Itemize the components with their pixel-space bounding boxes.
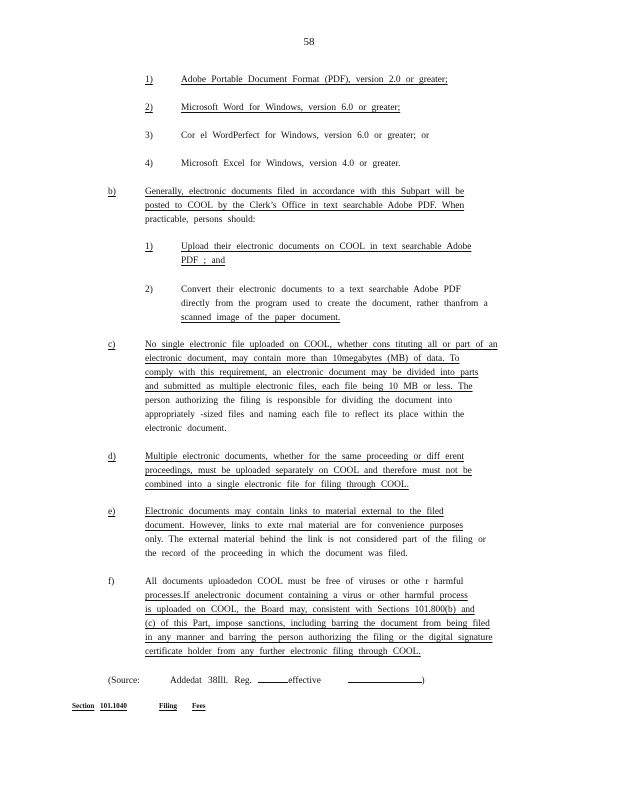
paragraph-line: only. The external material behind the link is not considered part of the filing or (145, 535, 486, 545)
paragraph-line: document. However, links to exte rnal material are for convenience purposes (145, 521, 464, 531)
paragraph-line: Upload their electronic documents on COOL in text searchable Adobe (181, 242, 472, 252)
list-label: 1) (145, 242, 153, 252)
section-title: Fees (192, 702, 206, 710)
paragraph-line: electronic document. (145, 424, 227, 434)
section-title: Filing (159, 702, 177, 710)
paragraph-line: PDF ; and (181, 256, 226, 266)
paragraph-line: electronic document, may contain more than 10megabytes (MB) of data. To (145, 354, 460, 364)
paragraph-line: is uploaded on COOL, the Board may, consistent with Sections 101.800(b) and (145, 605, 475, 615)
list-item: Adobe Portable Document Format (PDF), version 2.0 or greater; (181, 75, 448, 85)
paragraph-line: posted to COOL by the Clerk’s Office in text searchable Adobe PDF. When (145, 201, 465, 211)
list-label: 4) (145, 159, 153, 169)
paragraph-line: All documents uploadedon COOL must be free of viruses or othe r harmful (145, 577, 464, 587)
source-added: Addedat 38Ill. Reg. (169, 676, 252, 686)
source-note (108, 672, 425, 688)
paragraph-line: directly from the program used to create the document, rather thanfrom a (181, 299, 488, 309)
paragraph-line: practicable, persons should: (145, 215, 256, 225)
paragraph-line: Generally, electronic documents filed in accordance with this Subpart will be (145, 187, 465, 197)
source-close: ) (421, 676, 425, 686)
paragraph-line: in any manner and barring the person authorizing the filing or the digital signature (145, 633, 493, 643)
list-item: Microsoft Excel for Windows, version 4.0 or greater. (181, 159, 401, 169)
paragraph-line: certificate holder from any further electronic filing through COOL. (145, 647, 421, 657)
list-item: Microsoft Word for Windows, version 6.0 or greater; (181, 103, 401, 113)
blank-line (258, 672, 288, 683)
paragraph-line: scanned image of the paper document. (181, 313, 341, 323)
source-effective: effective (288, 676, 321, 686)
list-label: 2) (145, 103, 153, 113)
section-word: Section (72, 702, 95, 710)
paragraph-line: combined into a single electronic file for filing through COOL. (145, 480, 409, 490)
list-item: Cor el WordPerfect for Windows, version 6.0 or greater; or (181, 131, 430, 141)
list-label: 3) (145, 131, 153, 141)
section-number: 101.1040 (100, 702, 127, 710)
paragraph-label: d) (108, 452, 116, 462)
paragraph-line: (c) of this Part, impose sanctions, including barring the document from being filed (145, 619, 490, 629)
paragraph-line: Convert their electronic documents to a text searchable Adobe PDF (181, 285, 461, 295)
paragraph-line: person authorizing the filing is responsible for dividing the document into (145, 396, 453, 406)
list-label: 1) (145, 75, 153, 85)
blank-line (348, 672, 422, 683)
list-label: 2) (145, 285, 153, 295)
paragraph-label: c) (108, 340, 116, 350)
paragraph-line: proceedings, must be uploaded separately on COOL and therefore must not be (145, 466, 472, 476)
paragraph-line: processes.If anelectronic document containing a virus or other harmful process (145, 591, 468, 601)
paragraph-label: e) (108, 507, 116, 517)
source-prefix: (Source: (108, 676, 140, 686)
paragraph-line: the record of the proceeding in which the document was filed. (145, 549, 408, 559)
paragraph-line: Electronic documents may contain links to material external to the filed (145, 507, 444, 517)
page-number: 58 (303, 36, 315, 48)
paragraph-label: b) (108, 187, 116, 197)
paragraph-line: Multiple electronic documents, whether for the same proceeding or diff erent (145, 452, 465, 462)
paragraph-line: comply with this requirement, an electronic document may be divided into parts (145, 368, 479, 378)
paragraph-line: and submitted as multiple electronic files, each file being 10 MB or less. The (145, 382, 473, 392)
paragraph-label: f) (108, 577, 115, 587)
paragraph-line: No single electronic file uploaded on COOL, whether cons tituting all or part of an (145, 340, 498, 350)
paragraph-line: appropriately -sized files and naming each file to reflect its place within the (145, 410, 465, 420)
